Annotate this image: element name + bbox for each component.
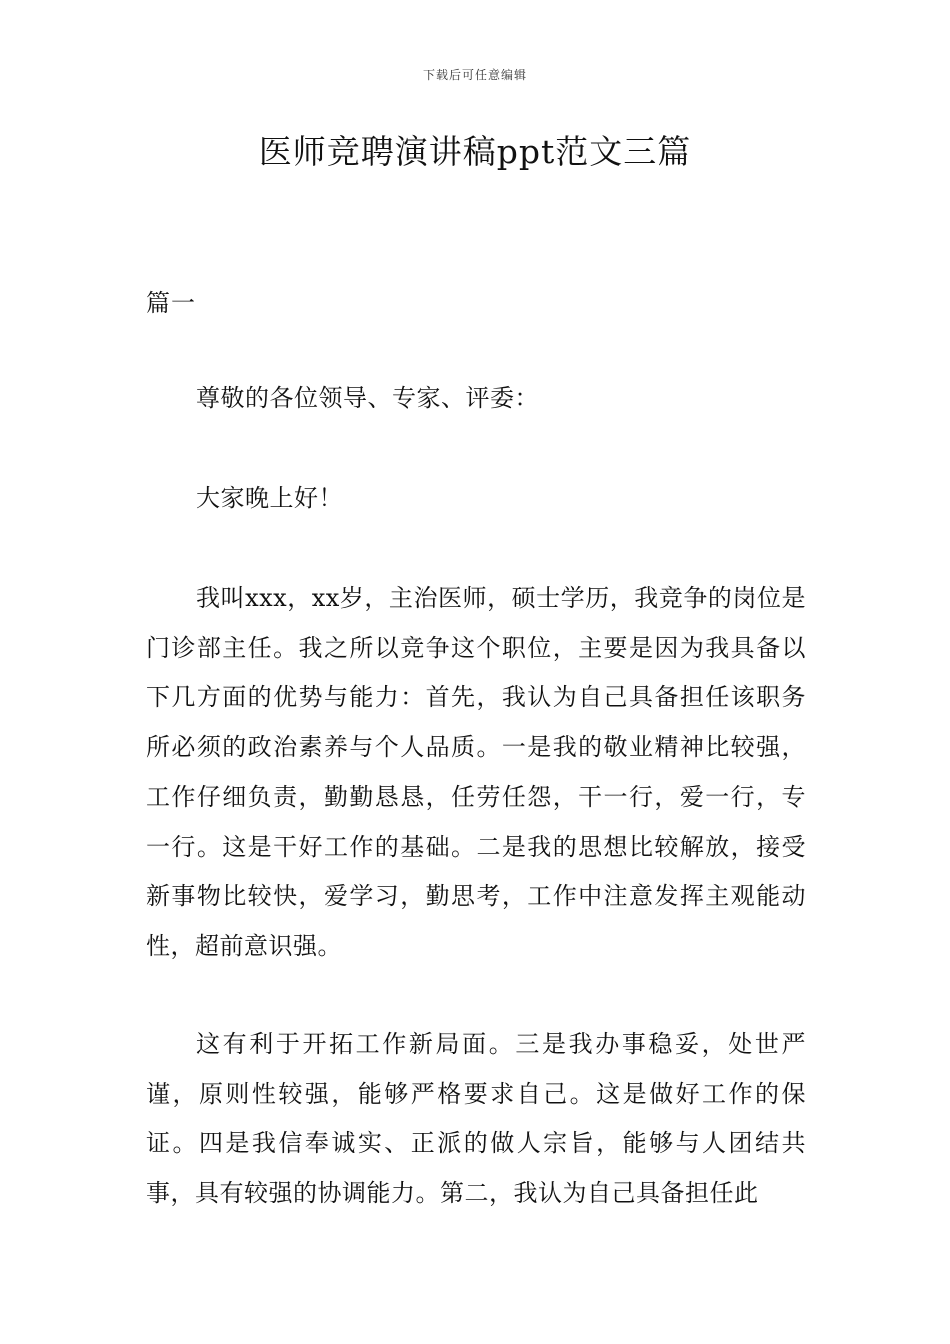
greeting-paragraph: 大家晚上好！ xyxy=(196,484,343,512)
section-label: 篇一 xyxy=(146,289,196,317)
document-title: 医师竞聘演讲稿ppt范文三篇 xyxy=(258,132,692,171)
body-paragraph-1: 我叫xxx，xx岁，主治医师，硕士学历，我竞争的岗位是门诊部主任。我之所以竞争这个职位，主要是因为我具备以下几方面的优势与能力：首先，我认为自己具备担任该职务所必须的政治素养与个人品质。一是我的敬业精神比较强，工作仔细负责，勤勤恳恳，任劳任怨，干一行，爱一行，专一行。这是干好工作的基础。二是我的思想比较解放，接受新事物比较快，爱学习，勤思考，工作中注意发挥主观能动性，超前意识强。 xyxy=(146,584,806,960)
header-note: 下载后可任意编辑 xyxy=(422,68,527,82)
body-paragraph-2: 这有利于开拓工作新局面。三是我办事稳妥，处世严谨，原则性较强，能够严格要求自己。这是做好工作的保证。四是我信奉诚实、正派的做人宗旨，能够与人团结共事，具有较强的协调能力。第二，我认为自己具备担任此 xyxy=(146,1030,806,1208)
salutation-paragraph: 尊敬的各位领导、专家、评委： xyxy=(196,384,539,412)
